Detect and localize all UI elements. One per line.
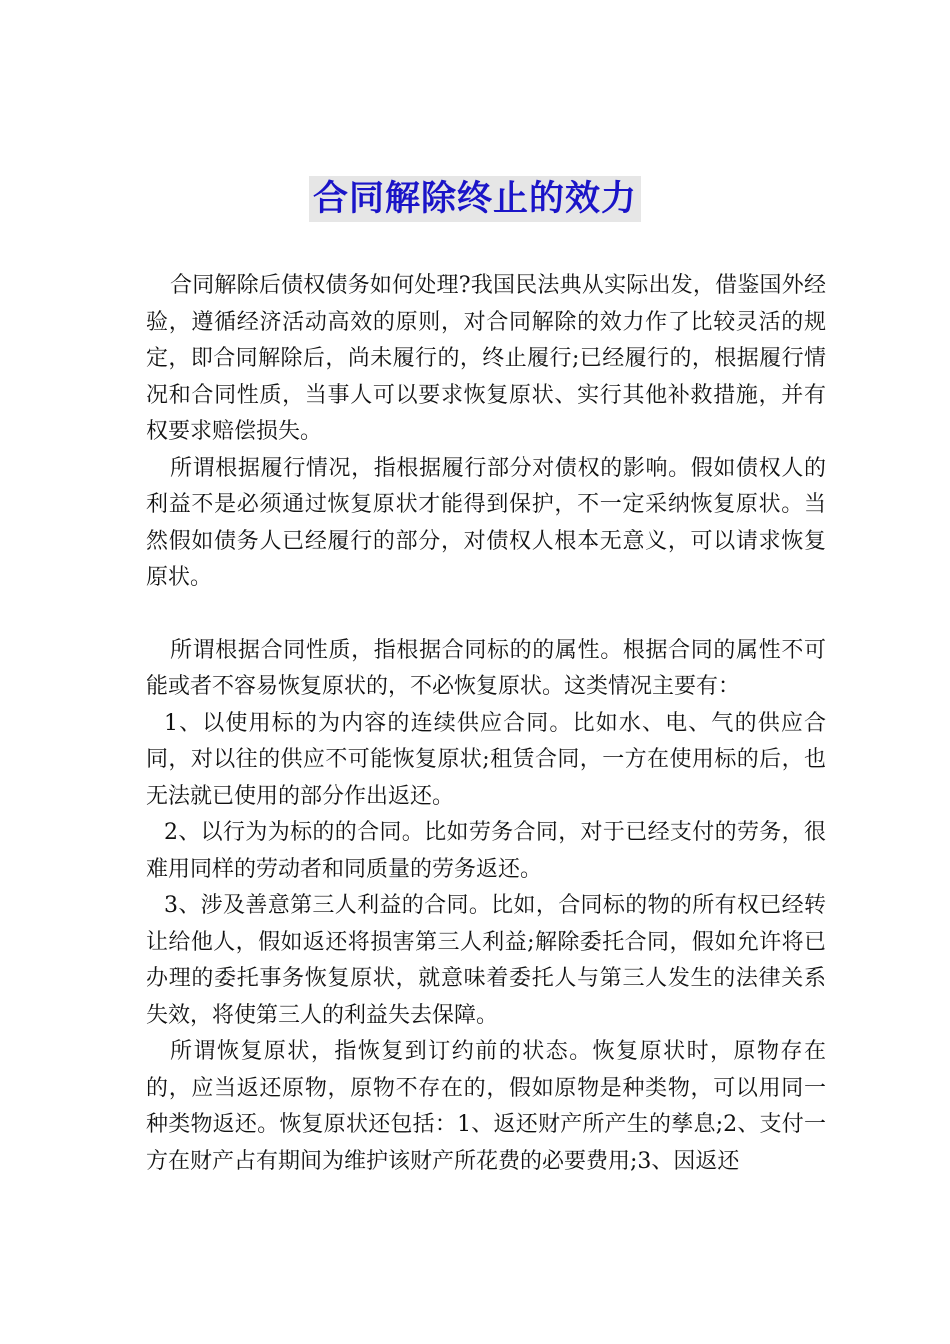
paragraph-contract-nature: 所谓根据合同性质，指根据合同标的的属性。根据合同的属性不可能或者不容易恢复原状的，不必恢复原状。这类情况主要有： <box>146 637 826 699</box>
paragraph-restoration: 所谓恢复原状，指恢复到订约前的状态。恢复原状时，原物存在的，应当返还原物，原物不存在的，假如原物是种类物，可以用同一种类物返还。恢复原状还包括：1、返还财产所产生的孳息;2、支付一方在财产占有期间为维护该财产所花费的必要费用;3、因返还 <box>146 1039 826 1174</box>
paragraph-performance: 所谓根据履行情况，指根据履行部分对债权的影响。假如债权人的利益不是必须通过恢复原状才能得到保护，不一定采纳恢复原状。当然假如债务人已经履行的部分，对债权人根本无意义，可以请求恢复原状。 <box>146 455 826 590</box>
list-item-2: 2、以行为为标的的合同。比如劳务合同，对于已经支付的劳务，很难用同样的劳动者和同质量的劳务返还。 <box>146 820 826 882</box>
list-item-1: 1、以使用标的为内容的连续供应合同。比如水、电、气的供应合同，对以往的供应不可能恢复原状;租赁合同，一方在使用标的后，也无法就已使用的部分作出返还。 <box>146 710 826 809</box>
title-container <box>0 176 950 222</box>
paragraph-intro: 合同解除后债权债务如何处理?我国民法典从实际出发，借鉴国外经验，遵循经济活动高效的原则，对合同解除的效力作了比较灵活的规定，即合同解除后，尚未履行的，终止履行;已经履行的，根据履行情况和合同性质，当事人可以要求恢复原状、实行其他补救措施，并有权要求赔偿损失。 <box>146 273 826 444</box>
list-item-3: 3、涉及善意第三人利益的合同。比如，合同标的物的所有权已经转让给他人，假如返还将损害第三人利益;解除委托合同，假如允许将已办理的委托事务恢复原状，就意味着委托人与第三人发生的法律关系失效，将使第三人的利益失去保障。 <box>146 893 826 1028</box>
document-title: 合同解除终止的效力 <box>309 176 641 222</box>
document-body <box>146 268 826 1180</box>
